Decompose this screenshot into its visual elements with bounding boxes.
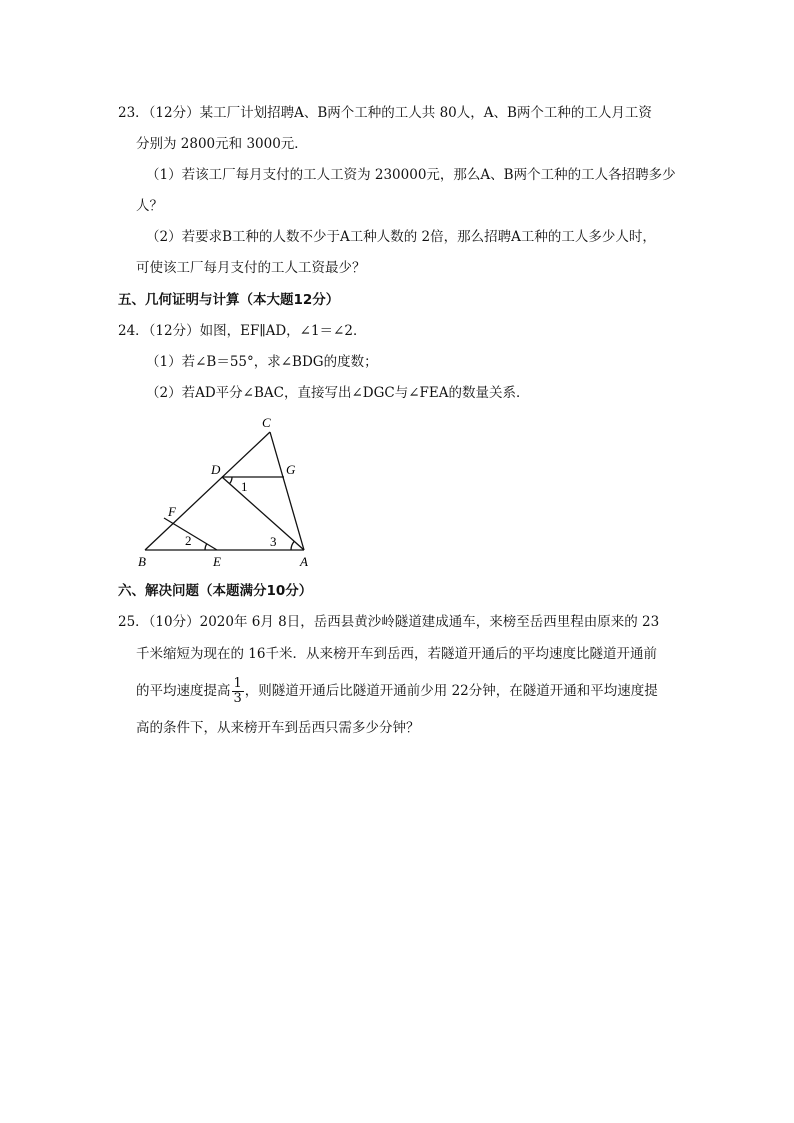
q23-part1-line1: （1）若该工厂每月支付的工人工资为 230000元，那么A、B两个工种的工人各招聘多少 [146, 167, 676, 183]
label-F: F [168, 504, 176, 519]
q25-line3-pre: 的平均速度提高 [136, 683, 231, 699]
q23-line1: 23．（12分）某工厂计划招聘A、B两个工种的工人共 80人，A、B两个工种的工人月工资 [118, 105, 652, 121]
q25-line3-post: ，则隧道开通后比隧道开通前少用 22分钟，在隧道开通和平均速度提 [244, 683, 658, 699]
q24-part1: （1）若∠B＝55°，求∠BDG的度数； [146, 354, 378, 370]
angle1-arc [230, 477, 233, 484]
label-A: A [300, 554, 308, 569]
segment-CA [270, 432, 304, 550]
angle2-arc [205, 544, 207, 550]
label-E: E [213, 554, 221, 569]
label-B: B [138, 554, 146, 569]
section5-heading: 五、几何证明与计算（本大题12分） [118, 292, 340, 308]
q24-part2: （2）若AD平分∠BAC，直接写出∠DGC与∠FEA的数量关系． [146, 385, 530, 401]
segment-DA [222, 477, 304, 550]
label-D: D [211, 462, 221, 477]
fraction-denominator: 3 [233, 691, 242, 706]
q25-line2: 千米缩短为现在的 16千米．从来榜开车到岳西，若隧道开通后的平均速度比隧道开通前 [136, 646, 657, 662]
angle3-arc [291, 541, 294, 550]
q24-line1: 24．（12分）如图，EF∥AD，∠1＝∠2． [118, 323, 367, 339]
fraction-numerator: 1 [233, 676, 242, 691]
segment-FE [164, 518, 217, 550]
segment-BC [145, 432, 270, 550]
q23-part2-line2: 可使该工厂每月支付的工人工资最少？ [136, 260, 366, 276]
label-angle1: 1 [241, 479, 248, 494]
label-C: C [262, 415, 271, 430]
q25-line3 [136, 674, 658, 708]
q23-line2: 分别为 2800元和 3000元． [136, 136, 308, 152]
label-G: G [286, 462, 296, 477]
q23-part1-line2: 人？ [136, 198, 163, 214]
q25-line4: 高的条件下，从来榜开车到岳西只需多少分钟？ [136, 720, 420, 736]
label-angle2: 2 [185, 533, 192, 548]
section6-heading: 六、解决问题（本题满分10分） [118, 583, 313, 599]
label-angle3: 3 [270, 534, 277, 549]
fraction-one-third [232, 677, 244, 706]
q23-part2-line1: （2）若要求B工种的人数不少于A工种人数的 2倍，那么招聘A工种的工人多少人时， [146, 229, 656, 245]
q25-line1: 25．（10分）2020年 6月 8日，岳西县黄沙岭隧道建成通车，来榜至岳西里程由原来的 23 [118, 614, 660, 630]
